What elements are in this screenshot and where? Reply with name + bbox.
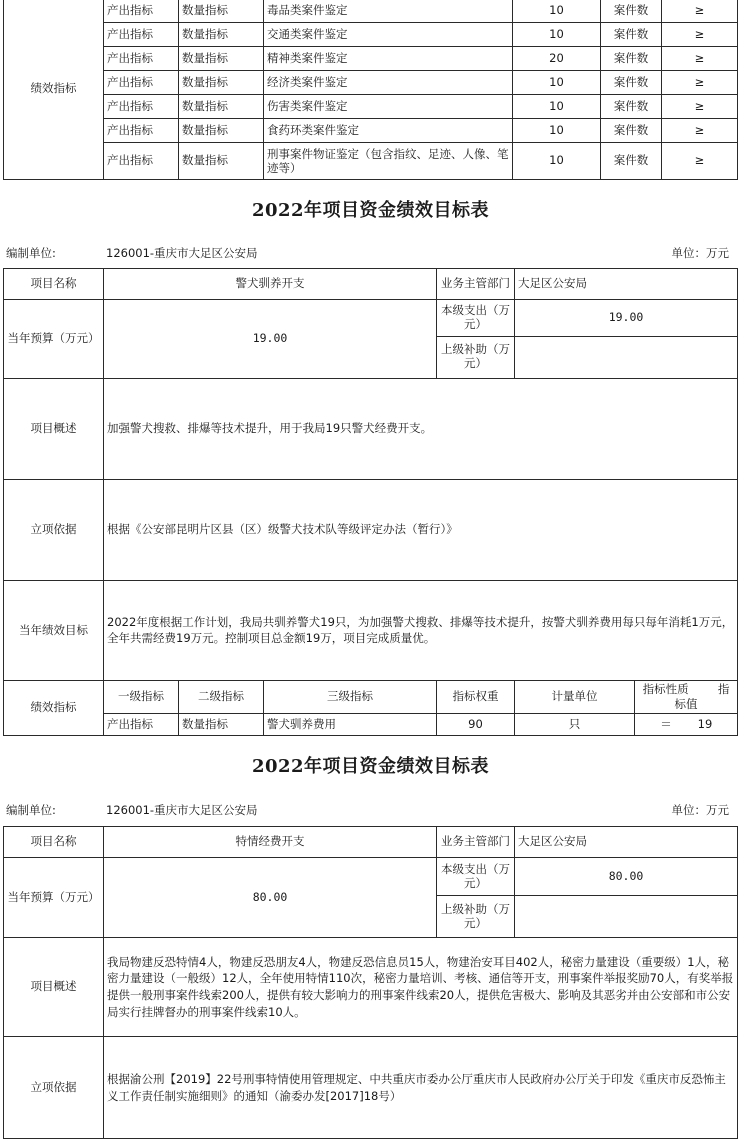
subsidy-value [515, 896, 738, 938]
l1-cell: 产出指标 [104, 0, 179, 23]
budget-value: 19.00 [104, 300, 437, 379]
budget-label: 当年预算（万元） [4, 858, 104, 938]
budget-label: 当年预算（万元） [4, 300, 104, 379]
basis-text: 根据《公安部昆明片区县（区）级警犬技术队等级评定办法（暂行）》 [104, 479, 738, 580]
project-name: 警犬驯养开支 [104, 269, 437, 300]
perf-label: 绩效指标 [4, 0, 104, 180]
header-l1: 一级指标 [104, 681, 179, 713]
table0-perf-indicators [3, 0, 738, 180]
nature-cell: ＝ [660, 716, 672, 731]
own-value: 19.00 [515, 300, 738, 336]
basis-text: 根据渝公刑【2019】22号刑事特情使用管理规定、中共重庆市委办公厅重庆市人民政府办公厅关于印发《重庆市反恐怖主义工作责任制实施细则》的通知（渝委办发[2017]18号） [104, 1037, 738, 1139]
goal-text: 2022年度根据工作计划，我局共驯养警犬19只，为加强警犬搜救、排爆等技术提升，按警犬驯养费用每只每年消耗1万元，全年共需经费19万元。控制项目总金额19万，项目完成质量优。 [104, 580, 738, 681]
unit-cell: 案件数 [601, 47, 662, 71]
l3-cell: 经济类案件鉴定 [264, 71, 513, 95]
l2-cell: 数量指标 [179, 119, 264, 143]
weight-cell: 10 [513, 119, 601, 143]
weight-cell: 10 [513, 143, 601, 180]
l1-cell: 产出指标 [104, 713, 179, 735]
own-value: 80.00 [515, 858, 738, 896]
l2-cell: 数量指标 [179, 143, 264, 180]
dept-label: 业务主管部门 [437, 827, 515, 858]
subsidy-value [515, 336, 738, 378]
nature-cell: ≥ [662, 119, 738, 143]
l2-cell: 数量指标 [179, 47, 264, 71]
overview-text: 加强警犬搜救、排爆等技术提升，用于我局19只警犬经费开支。 [104, 378, 738, 479]
weight-cell: 90 [437, 713, 515, 735]
nature-cell: ≥ [662, 143, 738, 180]
l2-cell: 数量指标 [179, 71, 264, 95]
l2-cell: 数量指标 [179, 713, 264, 735]
subsidy-label: 上级补助（万元） [437, 336, 515, 378]
header-value: 指标值 [674, 681, 730, 712]
l1-cell: 产出指标 [104, 23, 179, 47]
l2-cell: 数量指标 [179, 0, 264, 23]
goal-label: 当年绩效目标 [4, 580, 104, 681]
dept-name: 大足区公安局 [515, 269, 738, 300]
l2-cell: 数量指标 [179, 95, 264, 119]
l3-cell: 交通类案件鉴定 [264, 23, 513, 47]
nature-cell: ≥ [662, 95, 738, 119]
header-l2: 二级指标 [179, 681, 264, 713]
basis-label: 立项依据 [4, 1037, 104, 1139]
l1-cell: 产出指标 [104, 47, 179, 71]
l3-cell: 警犬驯养费用 [264, 713, 437, 735]
l2-cell: 数量指标 [179, 23, 264, 47]
perf-label: 绩效指标 [4, 681, 104, 736]
table1 [3, 268, 738, 736]
nature-cell: ≥ [662, 47, 738, 71]
own-label: 本级支出（万元） [437, 300, 515, 336]
weight-cell: 10 [513, 0, 601, 23]
own-label: 本级支出（万元） [437, 858, 515, 896]
org-label: 编制单位: [6, 803, 56, 817]
project-name-label: 项目名称 [4, 269, 104, 300]
dept-name: 大足区公安局 [515, 827, 738, 858]
org-name: 126001-重庆市大足区公安局 [106, 803, 258, 817]
l1-cell: 产出指标 [104, 143, 179, 180]
unit-cell: 案件数 [601, 71, 662, 95]
weight-cell: 10 [513, 95, 601, 119]
overview-label: 项目概述 [4, 938, 104, 1037]
header-nature: 指标性质 [642, 681, 689, 696]
l1-cell: 产出指标 [104, 95, 179, 119]
weight-cell: 10 [513, 23, 601, 47]
project-name: 特情经费开支 [104, 827, 437, 858]
l1-cell: 产出指标 [104, 71, 179, 95]
nature-cell: ≥ [662, 0, 738, 23]
unit-cell: 案件数 [601, 143, 662, 180]
unit-cell: 案件数 [601, 23, 662, 47]
header-unit: 计量单位 [515, 681, 635, 713]
nature-cell: ≥ [662, 23, 738, 47]
nature-value-cell [635, 713, 738, 735]
unit-label: 单位：万元 [671, 246, 729, 260]
budget-value: 80.00 [104, 858, 437, 938]
value-cell: 19 [697, 716, 713, 731]
basis-label: 立项依据 [4, 479, 104, 580]
header-nature-value [635, 681, 738, 713]
unit-cell: 只 [515, 713, 635, 735]
nature-cell: ≥ [662, 71, 738, 95]
table2-title: 2022年项目资金绩效目标表 [251, 756, 490, 777]
header-weight: 指标权重 [437, 681, 515, 713]
l3-cell: 食药环类案件鉴定 [264, 119, 513, 143]
l1-cell: 产出指标 [104, 119, 179, 143]
l3-cell: 刑事案件物证鉴定（包含指纹、足迹、人像、笔迹等） [264, 143, 513, 180]
overview-text: 我局物建反恐特情4人，物建反恐朋友4人，物建反恐信息员15人，物建治安耳目402人，秘密力量建设（重要级）1人，秘密力量建设（一般级）12人，全年使用特情110次，秘密力量培训、考核、通信等开支，刑事案件举报奖励70人，有奖举报提供一般刑事案件线索200人，提供有较大影响力的刑事案件线索20人，提供危害极大、影响及其恶劣并由公安部和市公安局实行挂牌督办的刑事案件线索10人。 [104, 938, 738, 1037]
unit-cell: 案件数 [601, 95, 662, 119]
weight-cell: 10 [513, 71, 601, 95]
table1-title: 2022年项目资金绩效目标表 [251, 200, 490, 221]
unit-cell: 案件数 [601, 0, 662, 23]
subsidy-label: 上级补助（万元） [437, 896, 515, 938]
l3-cell: 精神类案件鉴定 [264, 47, 513, 71]
project-name-label: 项目名称 [4, 827, 104, 858]
table2 [3, 826, 738, 1139]
weight-cell: 20 [513, 47, 601, 71]
dept-label: 业务主管部门 [437, 269, 515, 300]
unit-cell: 案件数 [601, 119, 662, 143]
org-label: 编制单位: [6, 246, 56, 260]
unit-label: 单位：万元 [671, 803, 729, 817]
overview-label: 项目概述 [4, 378, 104, 479]
l3-cell: 伤害类案件鉴定 [264, 95, 513, 119]
header-l3: 三级指标 [264, 681, 437, 713]
l3-cell: 毒品类案件鉴定 [264, 0, 513, 23]
org-name: 126001-重庆市大足区公安局 [106, 246, 258, 260]
